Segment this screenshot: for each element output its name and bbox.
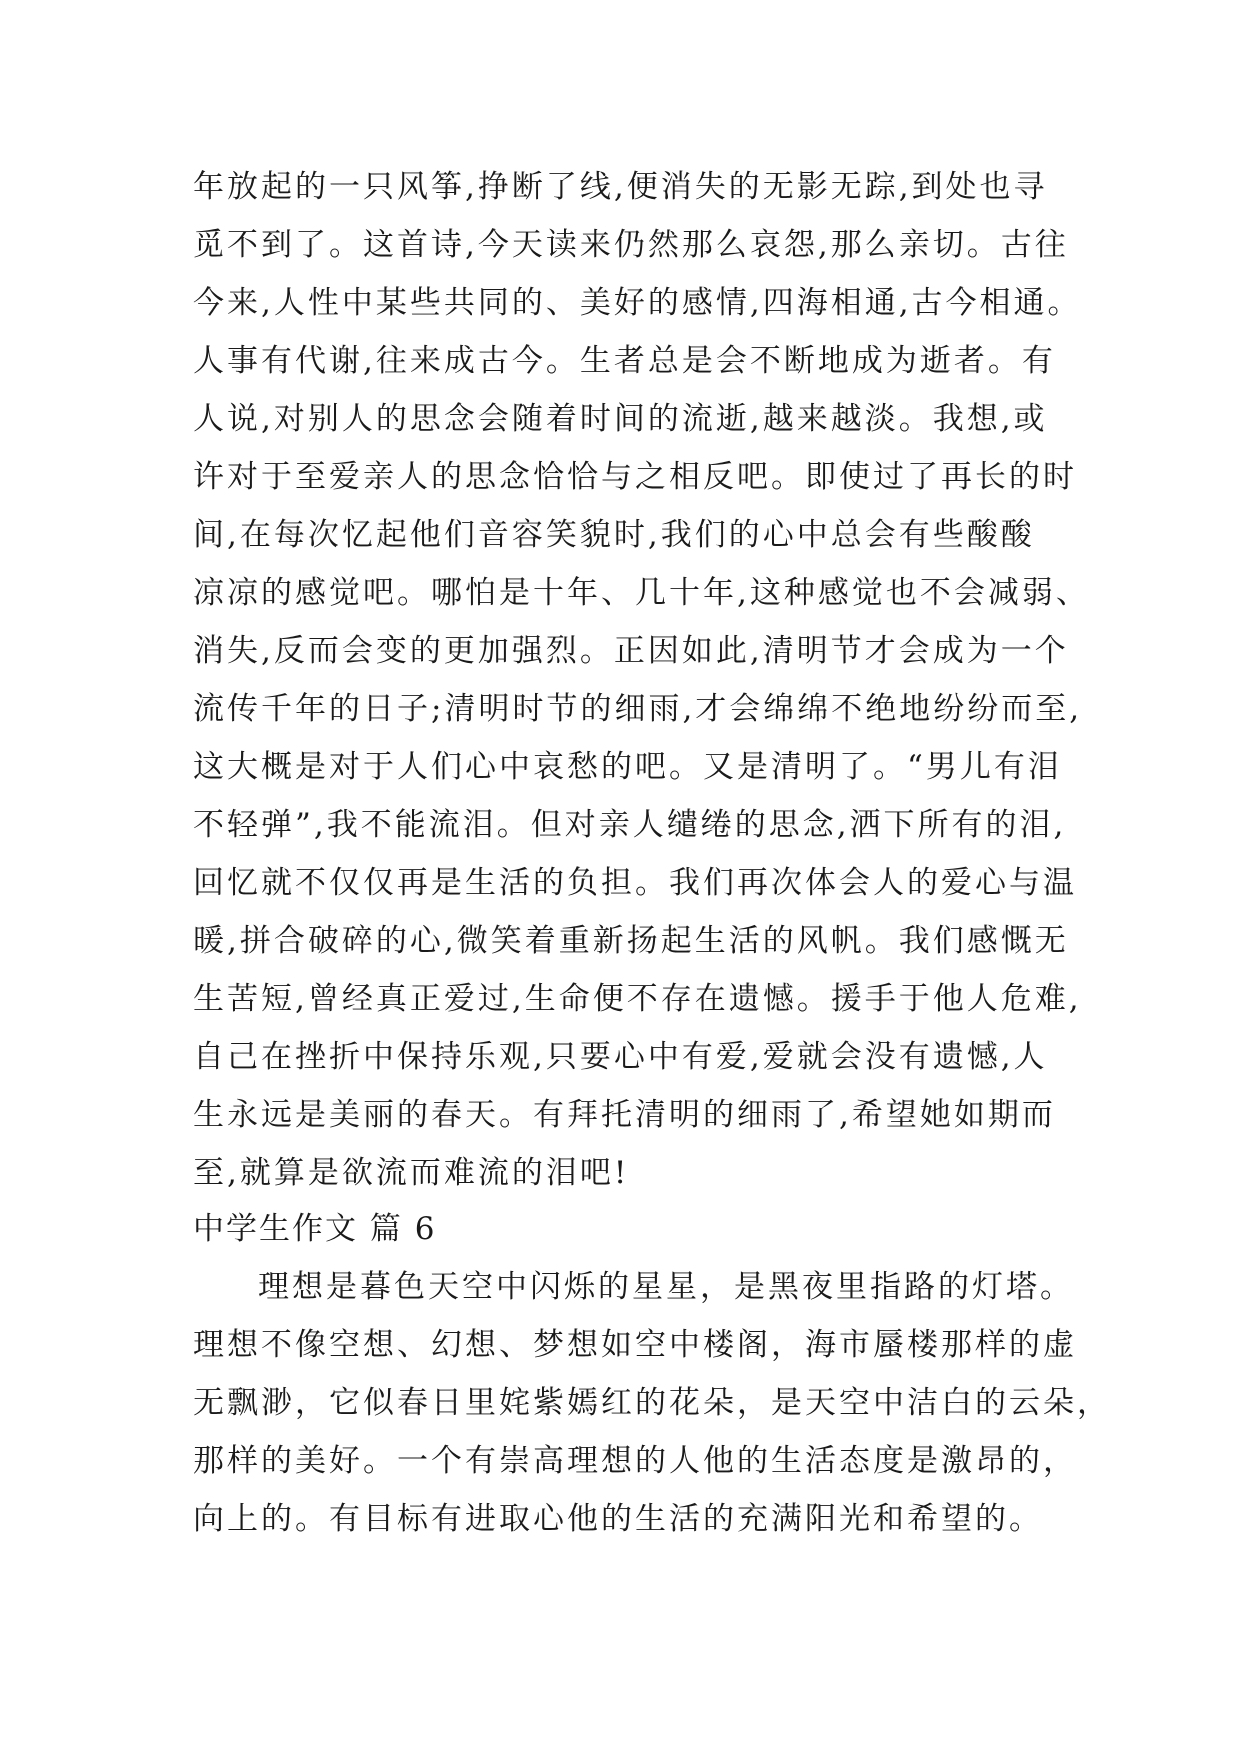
essay5-line: 这大概是对于人们心中哀愁的吧。又是清明了。“男儿有泪 bbox=[193, 749, 1062, 785]
essay5-line: 人事有代谢,往来成古今。生者总是会不断地成为逝者。有 bbox=[193, 343, 1056, 379]
essay5-line: 至,就算是欲流而难流的泪吧! bbox=[193, 1155, 630, 1191]
essay5-line: 回忆就不仅仅再是生活的负担。我们再次体会人的爱心与温 bbox=[193, 865, 1077, 901]
essay5-line: 不轻弹”,我不能流泪。但对亲人缱绻的思念,洒下所有的泪, bbox=[193, 807, 1067, 843]
essay5-line: 间,在每次忆起他们音容笑貌时,我们的心中总会有些酸酸 bbox=[193, 517, 1035, 553]
essay6-line: 无飘渺，它似春日里姹紫嫣红的花朵，是天空中洁白的云朵， bbox=[193, 1385, 1111, 1421]
essay6-line: 理想不像空想、幻想、梦想如空中楼阁，海市蜃楼那样的虚 bbox=[193, 1327, 1077, 1363]
essay6-heading: 中学生作文 篇 6 bbox=[193, 1211, 437, 1247]
essay6-line: 理想是暮色天空中闪烁的星星，是黑夜里指路的灯塔。 bbox=[258, 1269, 1074, 1305]
essay5-line: 自己在挫折中保持乐观,只要心中有爱,爱就会没有遗憾,人 bbox=[193, 1039, 1048, 1075]
essay5-line: 许对于至爱亲人的思念恰恰与之相反吧。即使过了再长的时 bbox=[193, 459, 1077, 495]
essay6-line: 那样的美好。一个有崇高理想的人他的生活态度是激昂的， bbox=[193, 1443, 1077, 1479]
essay5-line: 暖,拼合破碎的心,微笑着重新扬起生活的风帆。我们感慨无 bbox=[193, 923, 1069, 959]
essay6-line: 向上的。有目标有进取心他的生活的充满阳光和希望的。 bbox=[193, 1501, 1043, 1537]
essay5-line: 流传千年的日子;清明时节的细雨,才会绵绵不绝地纷纷而至, bbox=[193, 691, 1083, 727]
essay5-line: 年放起的一只风筝,挣断了线,便消失的无影无踪,到处也寻 bbox=[193, 169, 1048, 205]
essay5-line: 凉凉的感觉吧。哪怕是十年、几十年,这种感觉也不会减弱、 bbox=[193, 575, 1090, 611]
essay5-line: 觅不到了。这首诗,今天读来仍然那么哀怨,那么亲切。古往 bbox=[193, 227, 1069, 263]
essay5-line: 今来,人性中某些共同的、美好的感情,四海相通,古今相通。 bbox=[193, 285, 1082, 321]
essay5-line: 消失,反而会变的更加强烈。正因如此,清明节才会成为一个 bbox=[193, 633, 1069, 669]
essay5-line: 生苦短,曾经真正爱过,生命便不存在遗憾。援手于他人危难, bbox=[193, 981, 1082, 1017]
essay5-line: 生永远是美丽的春天。有拜托清明的细雨了,希望她如期而 bbox=[193, 1097, 1056, 1133]
essay5-line: 人说,对别人的思念会随着时间的流逝,越来越淡。我想,或 bbox=[193, 401, 1048, 437]
